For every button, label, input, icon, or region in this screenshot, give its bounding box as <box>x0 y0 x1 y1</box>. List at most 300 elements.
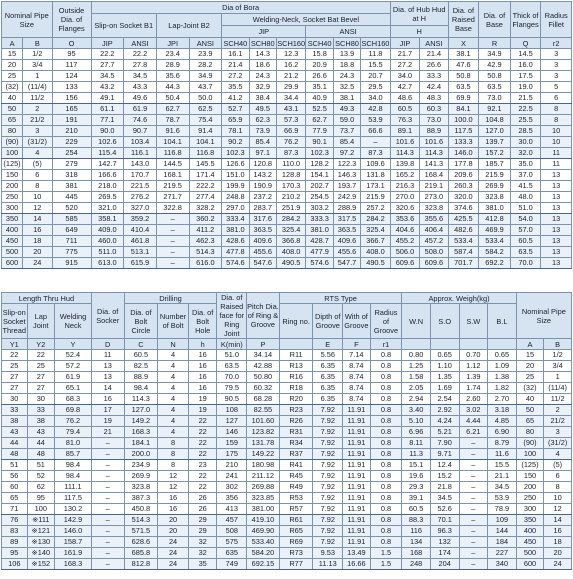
table-cell: 65 <box>2 115 23 126</box>
table-cell: 374.6 <box>448 203 479 214</box>
table-row <box>2 93 572 104</box>
table-cell: 98.4 <box>55 460 92 471</box>
header-outside-dia: Outside Dia. of Flanges <box>52 2 91 38</box>
table-cell: 302 <box>217 482 247 493</box>
table-cell: 13 <box>541 192 572 203</box>
table-cell: 168 <box>402 548 431 559</box>
table-cell: 209.6 <box>448 170 479 181</box>
table-row <box>2 383 572 394</box>
table-cell: 61.9 <box>55 372 92 383</box>
table-cell: 1.25 <box>402 361 431 372</box>
table-cell: 7.92 <box>313 416 343 427</box>
table1-subheader-row <box>2 38 572 49</box>
table-cell: 4 <box>158 350 189 361</box>
table-cell: 363.5 <box>333 225 360 236</box>
table-cell: 25 <box>27 361 55 372</box>
table-cell: 128.2 <box>306 159 333 170</box>
table-cell: 174 <box>430 548 459 559</box>
table-cell: 202.7 <box>306 181 333 192</box>
table-cell: 34.14 <box>247 350 280 361</box>
table2-symbol-row <box>2 339 572 350</box>
table-cell: 26.6 <box>306 71 333 82</box>
table-cell: 6 <box>541 93 572 104</box>
table-cell: 514.3 <box>189 247 222 258</box>
table-cell: 10 <box>23 192 53 203</box>
table-cell: 39.1 <box>402 493 431 504</box>
table-cell: 101.60 <box>247 416 280 427</box>
table-cell: 35.0 <box>510 159 541 170</box>
sym-blank-2 <box>402 339 431 350</box>
table-cell: 575 <box>217 537 247 548</box>
table-cell: 124 <box>52 71 91 82</box>
table-cell: 48 <box>2 449 28 460</box>
table-cell: 34.5 <box>430 493 459 504</box>
table-cell: 150 <box>516 471 544 482</box>
table-cell: 26.6 <box>420 60 448 71</box>
table-cell: 318 <box>52 170 91 181</box>
header-length-thru-hud: Length Thru Hud <box>2 293 92 304</box>
table-row <box>2 137 572 148</box>
table-cell: 79.5 <box>217 383 247 394</box>
table-cell: 88.9 <box>420 126 448 137</box>
table-cell: 61.1 <box>91 104 124 115</box>
table-cell: 43.2 <box>91 82 124 93</box>
table-cell: 7.92 <box>313 493 343 504</box>
table-cell: 3 <box>541 49 572 60</box>
table-cell: 6.35 <box>313 361 343 372</box>
table-cell: 27.8 <box>124 60 157 71</box>
table-cell: 279 <box>52 159 91 170</box>
table-cell: 43 <box>27 427 55 438</box>
table-cell: 506.0 <box>390 247 419 258</box>
table-cell: 283.7 <box>249 203 276 214</box>
table-cell: 409.6 <box>333 236 360 247</box>
table-cell: 166.6 <box>91 170 124 181</box>
table-cell: 73.0 <box>479 93 511 104</box>
table-cell: 165.2 <box>390 170 419 181</box>
table2-body <box>2 350 572 570</box>
sym-r2: r2 <box>541 38 572 49</box>
table-row <box>2 71 572 82</box>
table-cell: 24.3 <box>249 71 276 82</box>
table-cell: 104.8 <box>479 115 511 126</box>
header-nominal-pipe-size: Nominal Pipe Size <box>2 2 53 38</box>
table-cell: 445 <box>52 192 91 203</box>
table-cell: 19.6 <box>402 471 431 482</box>
table-cell: – <box>91 515 124 526</box>
table-cell: R57 <box>279 504 313 515</box>
table-cell: 131.78 <box>247 438 280 449</box>
table-cell: 11.91 <box>343 526 371 537</box>
table-cell: R11 <box>279 350 313 361</box>
table-cell: 0.8 <box>370 383 402 394</box>
header-so: S.O <box>430 304 459 339</box>
table-cell: (5) <box>23 159 53 170</box>
table-cell: 43.3 <box>124 82 157 93</box>
table-cell: – <box>156 214 189 225</box>
table-cell: 500 <box>516 548 544 559</box>
table-cell: 25 <box>2 361 28 372</box>
table-cell: 254.5 <box>306 192 333 203</box>
table-cell: 95 <box>27 493 55 504</box>
table-cell: 511.0 <box>91 247 124 258</box>
table-cell: 616.0 <box>189 258 222 269</box>
table-cell: 42.8 <box>361 104 391 115</box>
table-cell: 425.5 <box>448 214 479 225</box>
table-cell: R37 <box>279 449 313 460</box>
sub-sch160-2: SCH160 <box>361 38 390 48</box>
table-cell: 8 <box>541 115 572 126</box>
table-cell: 116 <box>402 526 431 537</box>
table-cell: 69.8 <box>55 405 92 416</box>
table-cell: 2 <box>23 104 53 115</box>
table-cell: 29.3 <box>402 482 431 493</box>
table-cell: 16.1 <box>222 49 249 60</box>
table-cell: 30 <box>27 394 55 405</box>
table-cell: – <box>459 526 488 537</box>
sym-blank-3 <box>430 339 459 350</box>
table-cell: 184 <box>488 537 517 548</box>
table-cell: 14 <box>544 515 572 526</box>
table-cell: (11/4) <box>23 82 53 93</box>
sub-sch160: SCH160 <box>277 38 306 48</box>
table-row <box>2 214 572 225</box>
header-welding-neck-2: Welding Neck <box>55 304 92 339</box>
table-cell: 95 <box>2 548 28 559</box>
table-cell: 3/4 <box>544 361 572 372</box>
table-cell: 469.9 <box>479 225 511 236</box>
table-cell: – <box>156 258 189 269</box>
table-cell: 4 <box>158 416 189 427</box>
table-cell: 11 <box>541 159 572 170</box>
table-cell: 381.00 <box>247 504 280 515</box>
table-cell: 143.2 <box>249 170 276 181</box>
table-cell: 812.8 <box>124 559 158 570</box>
table-cell: 400 <box>2 225 23 236</box>
table-cell: 2.60 <box>459 394 488 405</box>
table-cell: – <box>459 471 488 482</box>
table-cell: 60 <box>2 482 28 493</box>
table-cell: 22.5 <box>510 104 541 115</box>
table-cell: 65.9 <box>222 115 249 126</box>
table-cell: 533.40 <box>247 537 280 548</box>
table-cell: 460.0 <box>91 236 124 247</box>
table-cell: 144.5 <box>156 159 189 170</box>
table-cell: R61 <box>279 515 313 526</box>
table-cell: 151.0 <box>222 170 249 181</box>
sym-x: X <box>448 38 479 49</box>
table-cell: 133.3 <box>448 137 479 148</box>
table-cell: 11.3 <box>402 449 431 460</box>
table-cell: ※121 <box>27 526 55 537</box>
table-cell: 19.0 <box>510 82 541 93</box>
table-cell: 15.5 <box>361 60 391 71</box>
table-cell: 406.4 <box>420 225 448 236</box>
table-cell: 27 <box>2 383 28 394</box>
table-cell: 221.5 <box>124 181 157 192</box>
table-cell: 88.3 <box>402 515 431 526</box>
table-cell: 356 <box>217 493 247 504</box>
table-cell: 775 <box>52 247 91 258</box>
table-cell: 0.8 <box>370 394 402 405</box>
table-cell: 12 <box>158 482 189 493</box>
table-cell: 450 <box>2 236 23 247</box>
table-row <box>2 181 572 192</box>
table-cell: 381.0 <box>479 203 511 214</box>
table-cell: 53.9 <box>488 493 517 504</box>
header-bolt-circle: Dia. of Bolt Circle <box>124 304 158 339</box>
table-cell: 21.4 <box>420 49 448 60</box>
table-cell: 8 <box>158 449 189 460</box>
table-cell: 123.82 <box>247 427 280 438</box>
table-cell: 21.7 <box>390 49 419 60</box>
table-cell: 5.21 <box>430 427 459 438</box>
table-cell: 65.1 <box>55 383 92 394</box>
table-cell: 4 <box>158 361 189 372</box>
table-cell: – <box>156 247 189 258</box>
table-cell: 6.35 <box>313 372 343 383</box>
table-cell: 22 <box>188 438 217 449</box>
table-row <box>2 372 572 383</box>
table-cell: 404.6 <box>390 225 419 236</box>
table1-header <box>2 2 572 49</box>
table-row <box>2 192 572 203</box>
table-cell: 66.9 <box>276 126 305 137</box>
table-cell: 508.0 <box>420 247 448 258</box>
table-cell: 82.55 <box>247 405 280 416</box>
table-cell: – <box>91 449 124 460</box>
table-cell: 139.7 <box>479 137 511 148</box>
table-cell: 11.91 <box>343 504 371 515</box>
table-cell: 130.2 <box>55 504 92 515</box>
table-cell: 218.0 <box>91 181 124 192</box>
table-cell: 71 <box>2 504 28 515</box>
table-cell: 11/2 <box>544 394 572 405</box>
table-cell: 11.91 <box>343 449 371 460</box>
table-cell: 635 <box>217 548 247 559</box>
table-cell: 6.96 <box>402 427 431 438</box>
table-cell: 20.9 <box>306 60 333 71</box>
table-cell: ※130 <box>27 537 55 548</box>
table-cell: 269.9 <box>479 181 511 192</box>
table-row <box>2 350 572 361</box>
table-cell: 85.4 <box>249 137 276 148</box>
table-cell: 685.8 <box>124 548 158 559</box>
table-cell: 490.5 <box>276 258 305 269</box>
table-cell: 114.3 <box>390 148 419 159</box>
table-cell: 14 <box>23 214 53 225</box>
table-row <box>2 104 572 115</box>
table-cell: 42.4 <box>420 82 448 93</box>
table-cell: 110.0 <box>276 159 305 170</box>
sym-h: h <box>188 339 217 350</box>
table-cell: 102.6 <box>91 137 124 148</box>
table-cell: 533.4 <box>479 236 511 247</box>
table-cell: 80 <box>516 427 544 438</box>
sym-y1: Y1 <box>2 339 28 350</box>
table-cell: 0.8 <box>370 438 402 449</box>
table-cell: 48.0 <box>510 192 541 203</box>
table-cell: 15.5 <box>488 460 517 471</box>
header-dia-raised-face: Dia. of Raised face for Ring Joint <box>217 293 247 339</box>
table-cell: 11.91 <box>343 493 371 504</box>
header-slip-on-socket: Slip-on Socket B1 <box>91 14 156 38</box>
table-cell: R73 <box>279 548 313 559</box>
table-cell: 90.0 <box>91 126 124 137</box>
table-cell: 482.6 <box>448 225 479 236</box>
header-pitch-dia: Pitch Dia. of Ring & Groove <box>247 293 280 339</box>
table-cell: 8.74 <box>343 383 371 394</box>
table-cell: 317.6 <box>249 214 276 225</box>
table-cell: 49.1 <box>91 93 124 104</box>
table-cell: 100 <box>516 449 544 460</box>
table-row <box>2 361 572 372</box>
table-cell: 16 <box>188 361 217 372</box>
table-cell: 44.3 <box>156 82 189 93</box>
table-cell: 0.65 <box>488 350 517 361</box>
table-cell: – <box>459 515 488 526</box>
sym-blank-5 <box>488 339 517 350</box>
table-cell: 48.6 <box>390 93 419 104</box>
table-cell: 92.1 <box>479 104 511 115</box>
table-cell: 18.8 <box>333 60 360 71</box>
table-cell: 18.6 <box>249 60 276 71</box>
table-cell: 16 <box>544 526 572 537</box>
sym-r1: r1 <box>370 339 402 350</box>
table-cell: 115.4 <box>91 148 124 159</box>
sym-y2: Y2 <box>27 339 55 350</box>
table-cell: 574.6 <box>306 258 333 269</box>
table-cell: 11.91 <box>343 405 371 416</box>
table-cell: 20 <box>23 247 53 258</box>
table-cell: – <box>91 559 124 570</box>
table-cell: 168.3 <box>55 559 92 570</box>
table-cell: 333.4 <box>222 214 249 225</box>
table-cell: 22 <box>188 449 217 460</box>
table-cell: 358.1 <box>91 214 124 225</box>
table-cell: 381.0 <box>306 225 333 236</box>
table-cell: 0.65 <box>430 350 459 361</box>
table-row <box>2 236 572 247</box>
table-cell: 1.38 <box>488 372 517 383</box>
table-cell: 35.5 <box>222 82 249 93</box>
table-cell: 14.5 <box>510 49 541 60</box>
table-cell: – <box>91 548 124 559</box>
table-cell: 1/2 <box>23 49 53 60</box>
table-cell: 248.8 <box>222 192 249 203</box>
header-bolt-hole: Dia. of Bolt Hole <box>188 304 217 339</box>
table-cell: 126.6 <box>222 159 249 170</box>
table-cell: (125) <box>3 159 21 169</box>
table-cell: 7.92 <box>313 449 343 460</box>
table-cell: 34.5 <box>124 71 157 82</box>
table-cell: 381 <box>52 181 91 192</box>
table-cell: 34.5 <box>488 482 517 493</box>
table-cell: 146.0 <box>55 526 92 537</box>
table-cell: 450.8 <box>124 504 158 515</box>
table-cell: – <box>91 471 124 482</box>
table-cell: 100 <box>2 148 23 159</box>
table-cell: 85.7 <box>55 449 92 460</box>
table-cell: 158.7 <box>55 537 92 548</box>
table-cell: 5.10 <box>402 416 431 427</box>
table-cell: 23.9 <box>189 49 222 60</box>
table-cell: 269.88 <box>247 482 280 493</box>
table-cell: 400 <box>516 526 544 537</box>
table-cell: 609.6 <box>390 258 419 269</box>
table-cell: (32) <box>516 383 544 394</box>
table-cell: 8.79 <box>488 438 517 449</box>
table-cell: 73.7 <box>333 126 360 137</box>
table-cell: 340 <box>488 559 517 570</box>
table-cell: 52.4 <box>55 350 92 361</box>
table-cell: 127.0 <box>124 405 158 416</box>
sym-r: R <box>479 38 511 49</box>
table-cell: 410.4 <box>124 225 157 236</box>
table-cell: 649 <box>52 225 91 236</box>
table-cell: 450 <box>516 537 544 548</box>
table-cell: 1.10 <box>430 361 459 372</box>
table-cell: – <box>459 537 488 548</box>
table-cell: 154.1 <box>306 170 333 181</box>
table-cell: 3 <box>541 71 572 82</box>
table-cell: 90.5 <box>217 394 247 405</box>
table-cell: 325.4 <box>276 225 305 236</box>
table-cell: 323.8 <box>124 482 158 493</box>
table-cell: 6.21 <box>459 427 488 438</box>
table-cell: 350 <box>2 214 23 225</box>
table-cell: 15 <box>516 350 544 361</box>
table-cell: 16.0 <box>510 60 541 71</box>
table-cell: 15 <box>2 49 23 60</box>
table-cell: 13 <box>541 225 572 236</box>
table-cell: 3.02 <box>459 405 488 416</box>
table-cell: 13 <box>541 203 572 214</box>
table-cell: 219.5 <box>156 181 189 192</box>
table-cell: 19 <box>188 394 217 405</box>
header-thick-of-flanges: Thick of Flanges <box>510 2 541 38</box>
table-cell: 24 <box>544 559 572 570</box>
table-cell: 584.2 <box>479 247 511 258</box>
table-row <box>2 148 572 159</box>
table-cell: 168.4 <box>420 170 448 181</box>
table-cell: 100.0 <box>448 115 479 126</box>
table-cell: – <box>459 460 488 471</box>
sym-e: E <box>313 339 343 350</box>
table-cell: 1.35 <box>430 372 459 383</box>
table-cell: 6.90 <box>488 427 517 438</box>
table-cell: 27 <box>27 372 55 383</box>
table-cell: 139.8 <box>390 159 419 170</box>
table-cell: 77.9 <box>306 126 333 137</box>
table-cell: 533.4 <box>448 236 479 247</box>
table-cell: 150 <box>2 170 23 181</box>
table-cell: 171.4 <box>189 170 222 181</box>
table-cell: 85.4 <box>333 137 360 148</box>
table-cell: 13.9 <box>333 49 360 60</box>
table-cell: 584.20 <box>247 548 280 559</box>
header-approx-weight: Approx. Weigh(kg) <box>402 293 516 304</box>
sub-sch80: SCH80 <box>250 38 275 48</box>
table-cell: 32.5 <box>333 82 360 93</box>
table-cell: 10 <box>541 137 572 148</box>
table-cell: 95 <box>52 49 91 60</box>
table-cell: 146 <box>217 427 247 438</box>
sub-sch80-2: SCH80 <box>335 38 359 48</box>
table-cell: 250 <box>2 192 23 203</box>
table-cell: 250 <box>516 493 544 504</box>
table-cell: 35.1 <box>306 82 333 93</box>
